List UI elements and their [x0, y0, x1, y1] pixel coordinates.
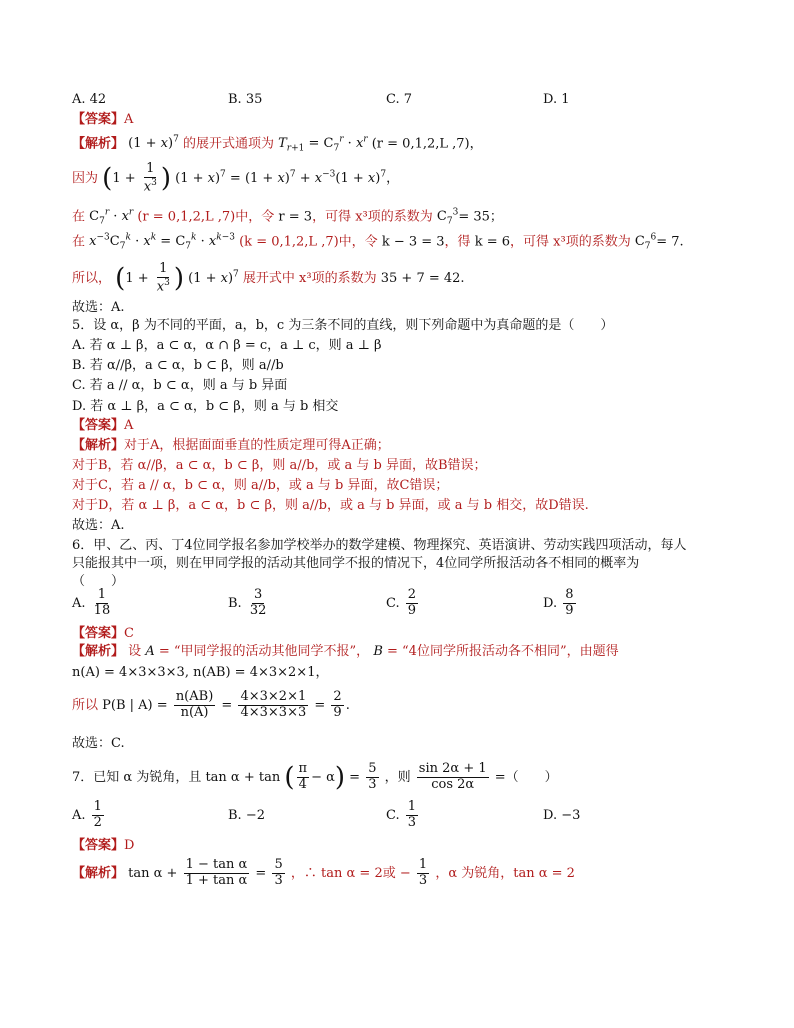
q7-option-d: D. −3	[543, 808, 581, 823]
q5-analysis-line4: 对于D，若 α ⊥ β，a ⊂ α，b ⊂ β，则 a//b，或 a 与 b 异面，或 a 与 b 相交，故D错误.	[72, 498, 589, 513]
q5-analysis-line3: 对于C，若 a // α，b ⊂ α，则 a//b，或 a 与 b 异面，故C错误；	[72, 478, 449, 493]
q6-stem-line2: 只能报其中一项，则在甲同学报的活动其他同学不报的情况下，4位同学所报活动各不相同的概率为	[72, 556, 640, 571]
q4-analysis-line2: 因为 (1 + $\frac{1}{x^3}$ ) $(1 + x)^7 = (1 + x)^7 + x^{-3}(1 + x)^7$，	[72, 161, 400, 195]
q4-option-d: D. 1	[543, 92, 570, 107]
q6-analysis-line3: 所以 P(B | A) = $\frac{n(AB)}{n(A)}$ = $\frac{4\times 3\times 2\times 1}{4\times 3\times 3\times 3}$ = $\frac{2}{9}$ .	[72, 689, 350, 720]
q4-analysis-line3: 在 $C_7^r \cdot x^r$ (r = 0,1,2,L ,7)中，令 r = 3，可得 x³项的系数为 $C_7^3= 35$；	[72, 208, 503, 227]
q4-option-a: A. 42	[72, 92, 107, 107]
q5-option-c: C. 若 a // α，b ⊂ α，则 a 与 b 异面	[72, 378, 288, 393]
q4-option-c: C. 7	[386, 92, 413, 107]
q5-option-b: B. 若 α//β，a ⊂ α，b ⊂ β，则 a//b	[72, 358, 284, 373]
q5-option-d: D. 若 α ⊥ β，a ⊂ α，b ⊂ β，则 a 与 b 相交	[72, 399, 339, 414]
q7-analysis: 【解析】 tan α + $\frac{\text{1 − tan α}}{\text{1 + tan α}}$ = $\frac{5}{3}$ ，∴ tan α = 2或 − $\frac{1}{3}$ ，α 为锐角，tan α = 2	[72, 857, 575, 888]
q7-stem: 7．已知 α 为锐角，且 tan α + tan ( $\frac{\pi}{4}$ − α) = $\frac{5}{3}$ ，则 $\frac{\sin 2\alpha + 1}{\cos 2\alpha}$ =（ ）	[72, 761, 558, 793]
q5-answer: 【答案】A	[72, 418, 134, 433]
q6-option-a: A. $\frac{1}{18}$	[72, 587, 111, 618]
q6-option-b: B. $\frac{3}{32}$	[228, 587, 267, 618]
q7-option-a: A. $\frac{1}{2}$	[72, 799, 102, 830]
q6-choose: 故选：C.	[72, 736, 125, 751]
q4-analysis-line1: 【解析】 $(1 + x)^7$ 的展开式通项为 $T_{r+1} = C_7^r \cdot x^r$ (r = 0,1,2,L ,7)，	[72, 135, 483, 154]
q5-analysis-line2: 对于B，若 α//β，a ⊂ α，b ⊂ β，则 a//b，或 a 与 b 异面，故B错误；	[72, 458, 487, 473]
q6-stem-line3: （ ）	[72, 574, 125, 589]
q4-choose: 故选：A.	[72, 300, 125, 315]
q4-option-b: B. 35	[228, 92, 263, 107]
q6-option-c: C. $\frac{2}{9}$	[386, 587, 417, 618]
q6-stem-line1: 6．甲、乙、丙、丁4位同学报名参加学校举办的数学建模、物理探究、英语演讲、劳动实践四项活动，每人	[72, 538, 687, 553]
q5-analysis-line1: 【解析】对于A，根据面面垂直的性质定理可得A正确；	[72, 438, 390, 453]
q4-analysis-line4: 在 $x^{-3}C_7^k \cdot x^k = C_7^k \cdot x^{k-3}$ (k = 0,1,2,L ,7)中，令 k − 3 = 3，得 k = 6，可得 x³项的系数为 $C_7^6= 7$.	[72, 233, 684, 252]
q6-analysis-line1: 【解析】 设 A = “甲同学报的活动其他同学不报”， B = “4位同学所报活动各不相同”，由题得	[72, 644, 619, 659]
q6-analysis-line2: n(A) = 4×3×3×3, n(AB) = 4×3×2×1，	[72, 665, 329, 680]
q5-stem: 5．设 α，β 为不同的平面，a，b，c 为三条不同的直线，则下列命题中为真命题的是（ ）	[72, 318, 614, 333]
q4-answer: 【答案】A	[72, 112, 134, 127]
q4-analysis-line5: 所以， (1 + $\frac{1}{x^3}$ ) $(1 + x)^7$ 展开式中 x³项的系数为 35 + 7 = 42.	[72, 261, 465, 295]
q7-answer: 【答案】D	[72, 838, 135, 853]
q5-choose: 故选：A.	[72, 518, 125, 533]
q6-option-d: D. $\frac{8}{9}$	[543, 587, 574, 618]
q6-answer: 【答案】C	[72, 626, 134, 641]
q5-option-a: A. 若 α ⊥ β，a ⊂ α，α ∩ β = c，a ⊥ c，则 a ⊥ β	[72, 338, 382, 353]
q7-option-b: B. −2	[228, 808, 265, 823]
q7-option-c: C. $\frac{1}{3}$	[386, 799, 417, 830]
